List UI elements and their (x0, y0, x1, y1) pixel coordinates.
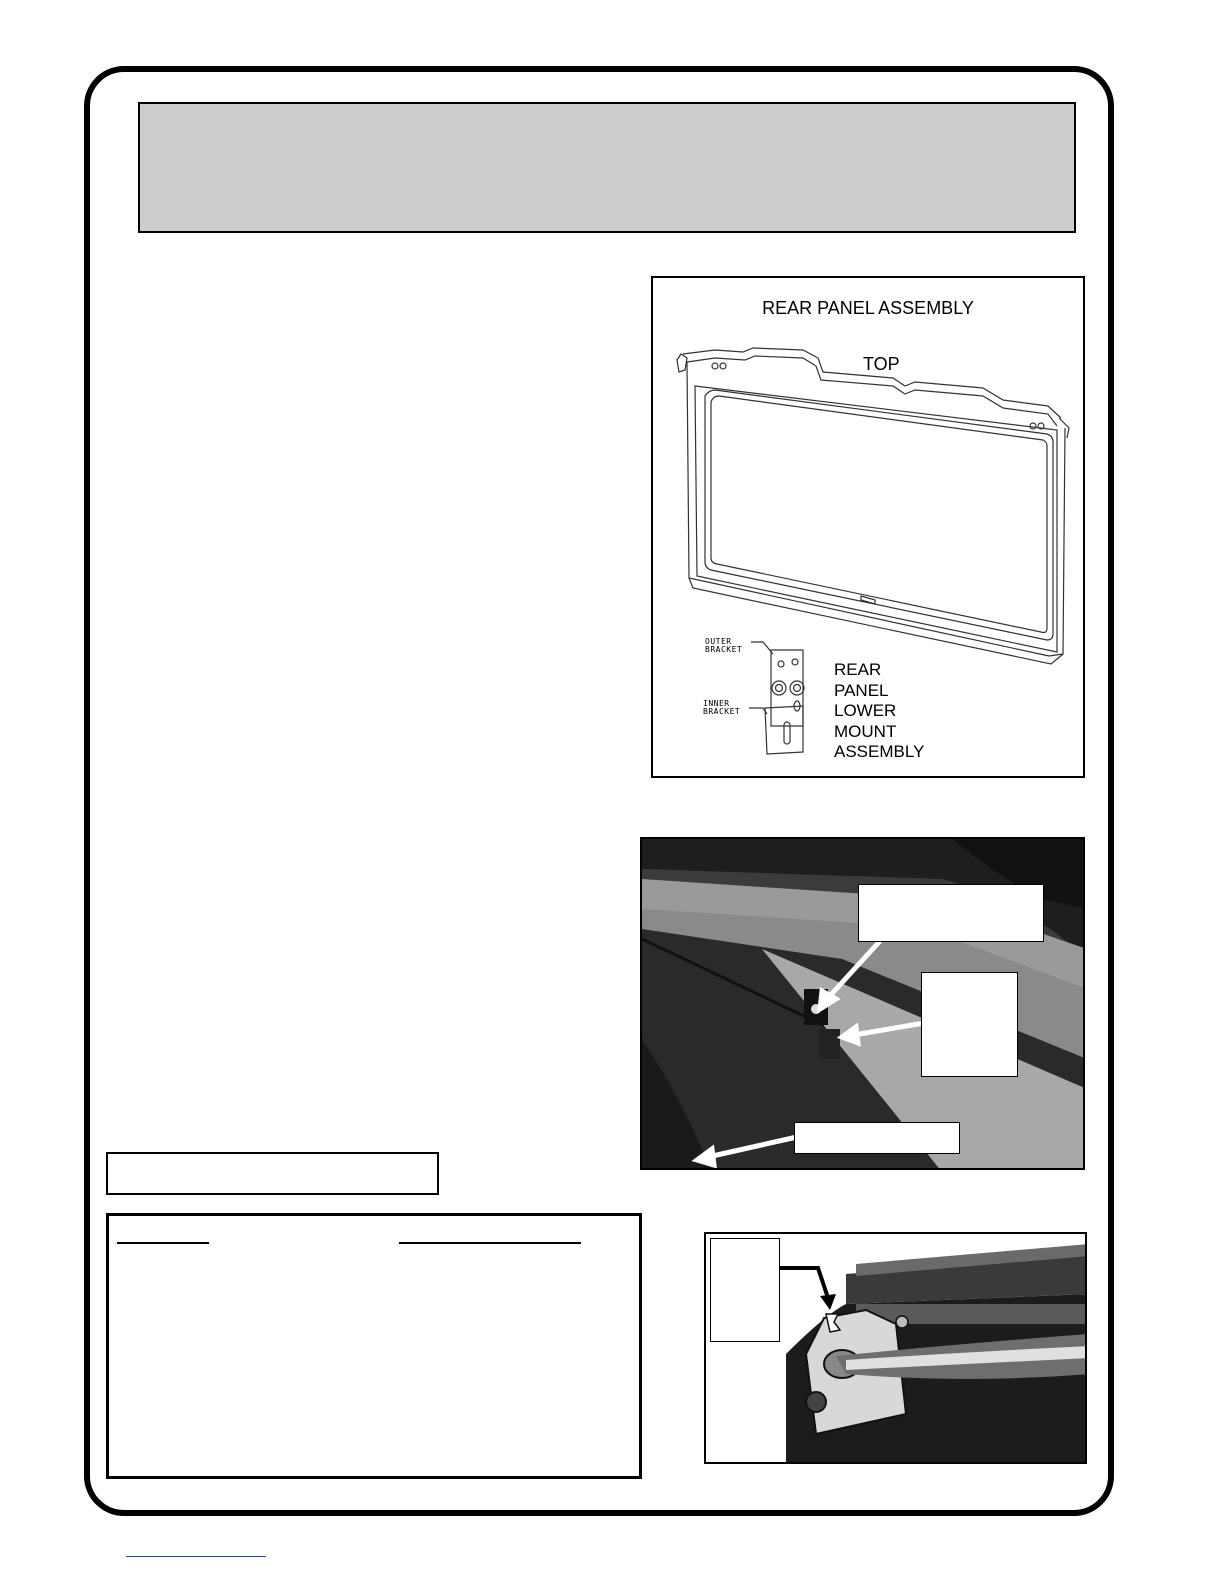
column-header-rule (117, 1242, 209, 1244)
photo-callout-bolt (921, 972, 1018, 1077)
photo-callout-body (794, 1122, 960, 1154)
diagram-title: REAR PANEL ASSEMBLY (762, 298, 974, 318)
inner-bracket-label (703, 700, 740, 716)
inner-bracket-label-line: BRACKET (703, 707, 741, 716)
photo-callout-bracket (858, 884, 1044, 942)
inner-bracket-label-line: INNER (703, 699, 730, 708)
outer-bracket-label-line: BRACKET (705, 645, 743, 654)
closeup-callout (710, 1238, 780, 1342)
mount-label-line: ASSEMBLY (834, 742, 925, 761)
mount-label-line: PANEL (834, 680, 889, 700)
header-band (138, 102, 1076, 233)
rear-panel-assembly-diagram (651, 276, 1085, 778)
mount-label-line: MOUNT (834, 721, 897, 741)
column-header-rule (399, 1242, 581, 1244)
parts-table (106, 1213, 642, 1479)
mount-label-line: REAR (834, 660, 882, 679)
caption-box (106, 1152, 439, 1195)
mount-assembly-label (834, 660, 924, 763)
bracket-closeup-photo (704, 1232, 1087, 1464)
top-label: TOP (863, 354, 900, 374)
outer-bracket-label (705, 638, 742, 654)
footer-link-rule (126, 1556, 266, 1557)
mount-label-line: LOWER (834, 701, 897, 720)
vehicle-photo (640, 837, 1085, 1170)
outer-bracket-label-line: OUTER (705, 637, 732, 646)
